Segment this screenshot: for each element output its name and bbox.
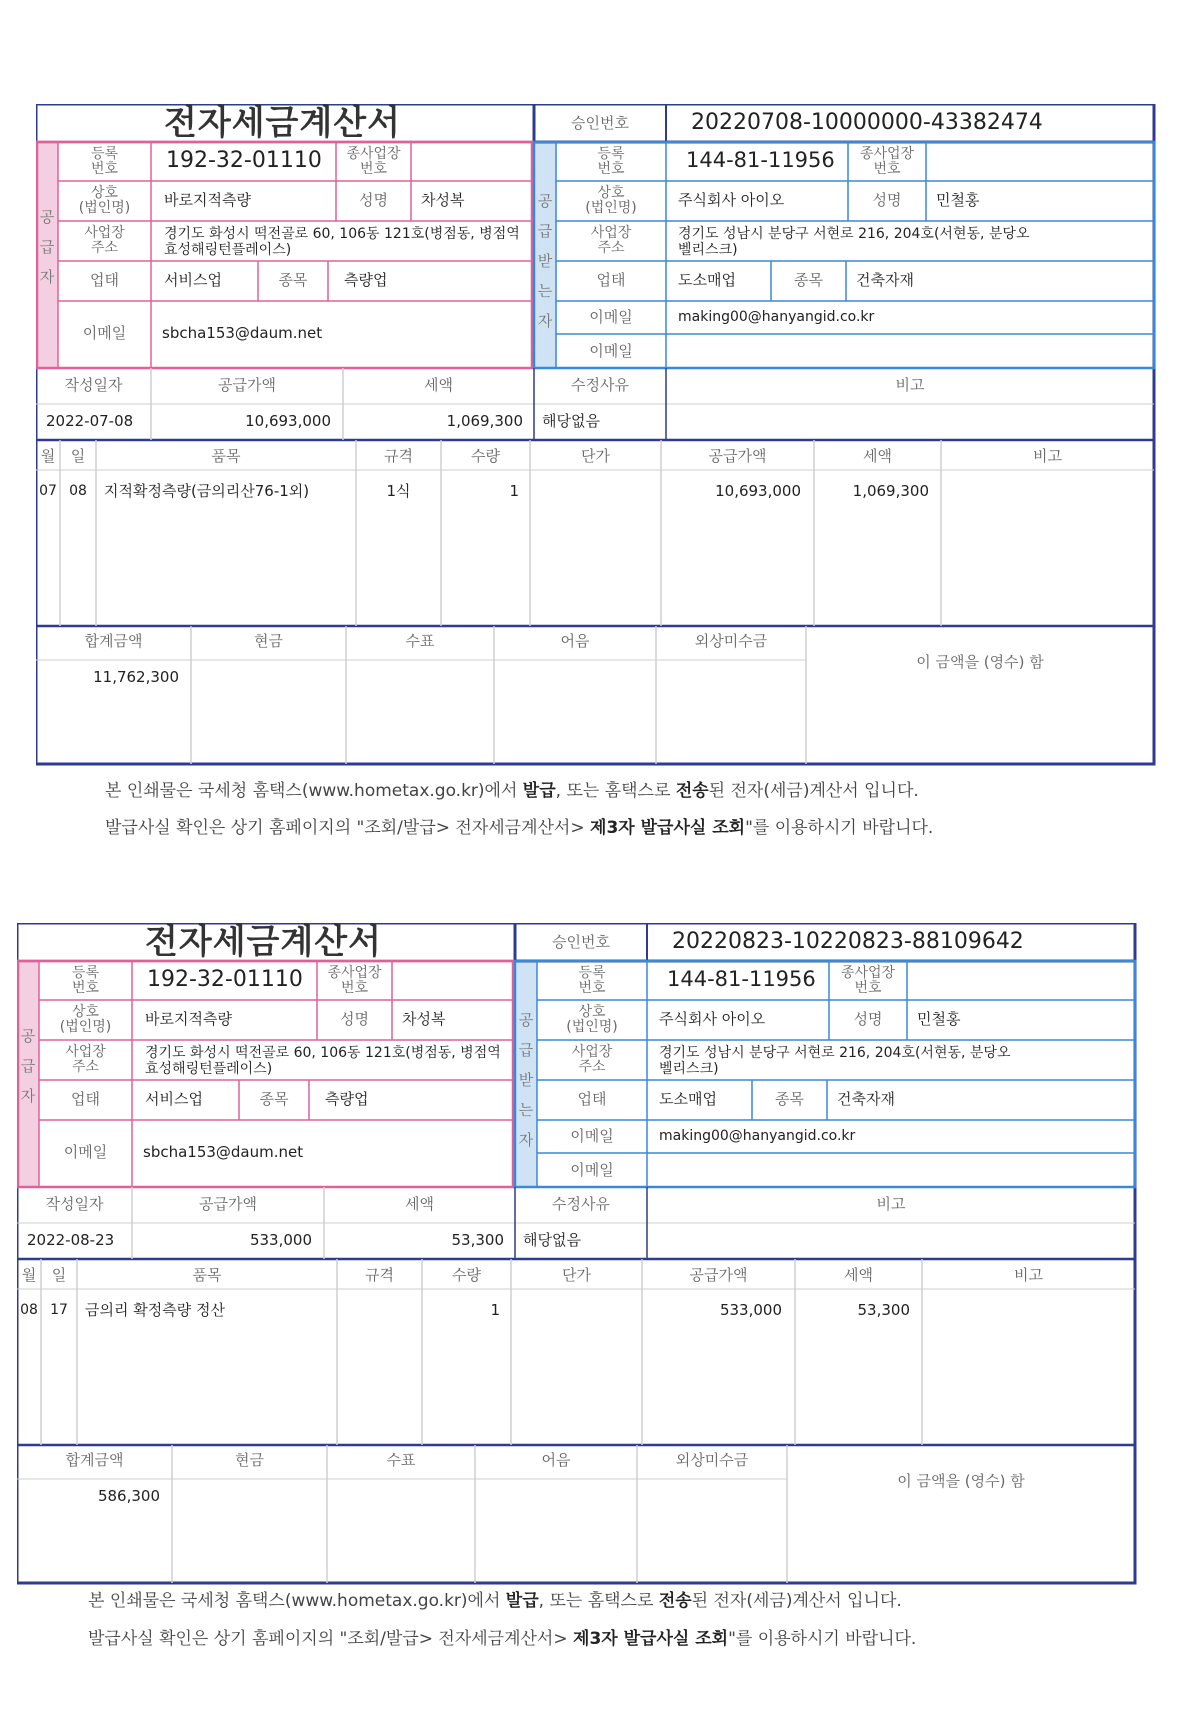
supplier-reg-no-label: 등록 번호 [71,965,100,996]
notice-line1: 본 인쇄물은 국세청 홈택스(www.hometax.go.kr)에서 발급, 또는 홈택스로 전송된 전자(세금)계산서 입니다. [105,781,919,801]
supplier-email: sbcha153@daum.net [143,1143,304,1161]
notice-line1: 본 인쇄물은 국세청 홈택스(www.hometax.go.kr)에서 발급, 또는 홈택스로 전송된 전자(세금)계산서 입니다. [88,1591,902,1611]
item-month: 07 [39,483,57,499]
supplier-name-label: 상호 (법인명) [78,185,131,216]
receiver-branch-no-label: 종사업장 번호 [840,965,896,996]
supplier-reg-no: 192-32-01110 [166,148,322,173]
receiver-email2-label: 이메일 [589,342,633,360]
item-qty: 1 [490,1301,500,1319]
supplier-name: 바로지적측량 [145,1010,232,1028]
supplier-address-label: 사업장 주소 [65,1044,106,1075]
remarks-label: 비고 [876,1195,906,1213]
receiver-biz-type-label: 업태 [596,271,626,289]
receiver-name: 주식회사 아이오 [678,191,785,209]
receiver-biz-item-label: 종목 [775,1090,804,1108]
item-name: 금의리 확정측량 정산 [85,1301,225,1319]
tax-invoice-2 [17,923,1137,1585]
item-tax: 1,069,300 [852,482,929,500]
receiver-biz-type: 도소매업 [678,271,736,289]
supplier-email-label: 이메일 [82,324,127,342]
item-month: 08 [20,1302,38,1318]
supplier-biz-type-label: 업태 [71,1090,100,1108]
issue-date: 2022-08-23 [27,1231,115,1249]
item-qty: 1 [509,482,519,500]
tax-amount-label: 세액 [405,1195,434,1213]
total-amount: 586,300 [97,1487,160,1505]
supplier-vertical-label: 공 급 자 [20,1027,36,1105]
receipt-phrase: 이 금액을 (영수) 함 [897,1472,1025,1490]
tax-amount: 1,069,300 [446,412,523,430]
receiver-email2-label: 이메일 [570,1161,614,1179]
receipt-phrase: 이 금액을 (영수) 함 [916,653,1044,671]
receiver-rep-label: 성명 [872,191,902,209]
supply-amount-label: 공급가액 [218,376,276,394]
col-qty: 수량 [471,447,500,465]
supplier-biz-type: 서비스업 [145,1090,203,1108]
supplier-branch-no-label: 종사업장 번호 [327,965,382,996]
col-day: 일 [51,1266,67,1284]
col-unit-price: 단가 [562,1266,591,1284]
revision-reason-label: 수정사유 [571,376,629,394]
receiver-biz-type: 도소매업 [659,1090,717,1108]
receiver-email1-label: 이메일 [570,1127,614,1145]
item-supply: 533,000 [719,1301,782,1319]
receiver-rep-label: 성명 [853,1010,883,1028]
approval-number: 20220708-10000000-43382474 [691,110,1043,135]
supplier-rep: 차성복 [402,1010,446,1028]
receiver-address: 경기도 성남시 분당구 서현로 216, 204호(서현동, 분당오 벨리스크) [659,1045,1011,1077]
item-tax: 53,300 [857,1301,910,1319]
invoice-title: 전자세금계산서 [145,922,382,962]
receiver-vertical-label: 공 급 받 는 자 [518,1011,534,1149]
receiver-address-label: 사업장 주소 [590,225,632,256]
note-bill-label: 어음 [541,1451,571,1469]
col-month: 월 [40,447,56,465]
supply-amount: 10,693,000 [245,412,331,430]
notice-line2: 발급사실 확인은 상기 홈페이지의 "조회/발급> 전자세금계산서> 제3자 발급사실 조회"를 이용하시기 바랍니다. [105,818,934,838]
supplier-address: 경기도 화성시 떡전골로 60, 106동 121호(병점동, 병점역 효성해링턴플레이스) [145,1045,501,1077]
col-supply: 공급가액 [708,447,767,465]
receiver-address: 경기도 성남시 분당구 서현로 216, 204호(서현동, 분당오 벨리스크) [678,226,1030,258]
supplier-biz-type: 서비스업 [164,271,222,289]
revision-reason-label: 수정사유 [552,1195,610,1213]
receiver-reg-no-label: 등록 번호 [597,146,625,177]
receiver-biz-item-label: 종목 [794,271,823,289]
receiver-name: 주식회사 아이오 [659,1010,766,1028]
issue-date: 2022-07-08 [46,412,134,430]
item-spec: 1식 [386,482,411,500]
total-amount: 11,762,300 [93,668,179,686]
col-tax: 세액 [844,1266,873,1284]
supplier-reg-no-label: 등록 번호 [90,146,119,177]
receiver-email1-label: 이메일 [589,308,633,326]
remarks-label: 비고 [895,376,925,394]
supplier-rep-label: 성명 [359,191,388,209]
supplier-biz-item-label: 종목 [278,271,308,289]
supply-amount-label: 공급가액 [199,1195,257,1213]
notice-line2: 발급사실 확인은 상기 홈페이지의 "조회/발급> 전자세금계산서> 제3자 발급사실 조회"를 이용하시기 바랍니다. [88,1629,917,1649]
revision-reason: 해당없음 [542,412,600,430]
invoice-title: 전자세금계산서 [164,103,401,143]
tax-amount-label: 세액 [424,376,453,394]
col-tax: 세액 [863,447,892,465]
approval-number-label: 승인번호 [571,114,629,132]
supplier-biz-item: 측량업 [325,1090,369,1108]
col-item: 품목 [211,447,241,465]
receiver-branch-no-label: 종사업장 번호 [859,146,915,177]
cash-label: 현금 [254,632,283,650]
supply-amount: 533,000 [249,1231,312,1249]
item-day: 17 [50,1302,68,1318]
item-name: 지적확정측량(금의리산76-1외) [104,482,310,500]
col-day: 일 [70,447,86,465]
receiver-reg-no: 144-81-11956 [667,967,816,991]
total-label: 합계금액 [65,1451,124,1469]
supplier-address: 경기도 화성시 떡전골로 60, 106동 121호(병점동, 병점역 효성해링턴플레이스) [164,226,520,258]
col-item: 품목 [192,1266,222,1284]
supplier-vertical-label: 공 급 자 [39,208,55,286]
check-label: 수표 [386,1451,416,1469]
supplier-rep: 차성복 [421,191,465,209]
supplier-branch-no-label: 종사업장 번호 [346,146,401,177]
issue-date-label: 작성일자 [64,376,123,394]
col-month: 월 [21,1266,37,1284]
credit-label: 외상미수금 [694,632,768,650]
supplier-email: sbcha153@daum.net [162,324,323,342]
check-label: 수표 [405,632,435,650]
supplier-biz-type-label: 업태 [90,271,119,289]
supplier-name: 바로지적측량 [164,191,251,209]
receiver-email1: making00@hanyangid.co.kr [659,1128,856,1144]
supplier-address-label: 사업장 주소 [84,225,125,256]
receiver-biz-item: 건축자재 [837,1090,895,1108]
col-spec: 규격 [384,447,413,465]
receiver-reg-no-label: 등록 번호 [578,965,606,996]
col-qty: 수량 [452,1266,481,1284]
col-remarks: 비고 [1033,447,1062,465]
total-label: 합계금액 [84,632,143,650]
tax-invoice-1 [36,104,1156,766]
receiver-name-label: 상호 (법인명) [585,185,637,216]
cash-label: 현금 [235,1451,264,1469]
supplier-email-label: 이메일 [63,1143,108,1161]
credit-label: 외상미수금 [675,1451,749,1469]
receiver-name-label: 상호 (법인명) [566,1004,618,1035]
supplier-name-label: 상호 (법인명) [59,1004,112,1035]
receiver-biz-item: 건축자재 [856,271,914,289]
receiver-email1: making00@hanyangid.co.kr [678,309,875,325]
revision-reason: 해당없음 [523,1231,581,1249]
receiver-rep: 민철홍 [917,1010,961,1028]
note-bill-label: 어음 [560,632,590,650]
receiver-address-label: 사업장 주소 [571,1044,613,1075]
item-day: 08 [69,483,87,499]
col-supply: 공급가액 [689,1266,748,1284]
approval-number-label: 승인번호 [552,933,610,951]
receiver-vertical-label: 공 급 받 는 자 [537,192,553,330]
item-supply: 10,693,000 [715,482,801,500]
receiver-reg-no: 144-81-11956 [686,148,835,172]
receiver-biz-type-label: 업태 [577,1090,607,1108]
col-spec: 규격 [365,1266,394,1284]
supplier-biz-item-label: 종목 [259,1090,289,1108]
col-unit-price: 단가 [581,447,610,465]
supplier-reg-no: 192-32-01110 [147,967,303,992]
issue-date-label: 작성일자 [45,1195,104,1213]
supplier-biz-item: 측량업 [344,271,388,289]
approval-number: 20220823-10220823-88109642 [672,929,1024,954]
receiver-rep: 민철홍 [936,191,980,209]
supplier-rep-label: 성명 [340,1010,369,1028]
col-remarks: 비고 [1014,1266,1043,1284]
tax-amount: 53,300 [451,1231,504,1249]
